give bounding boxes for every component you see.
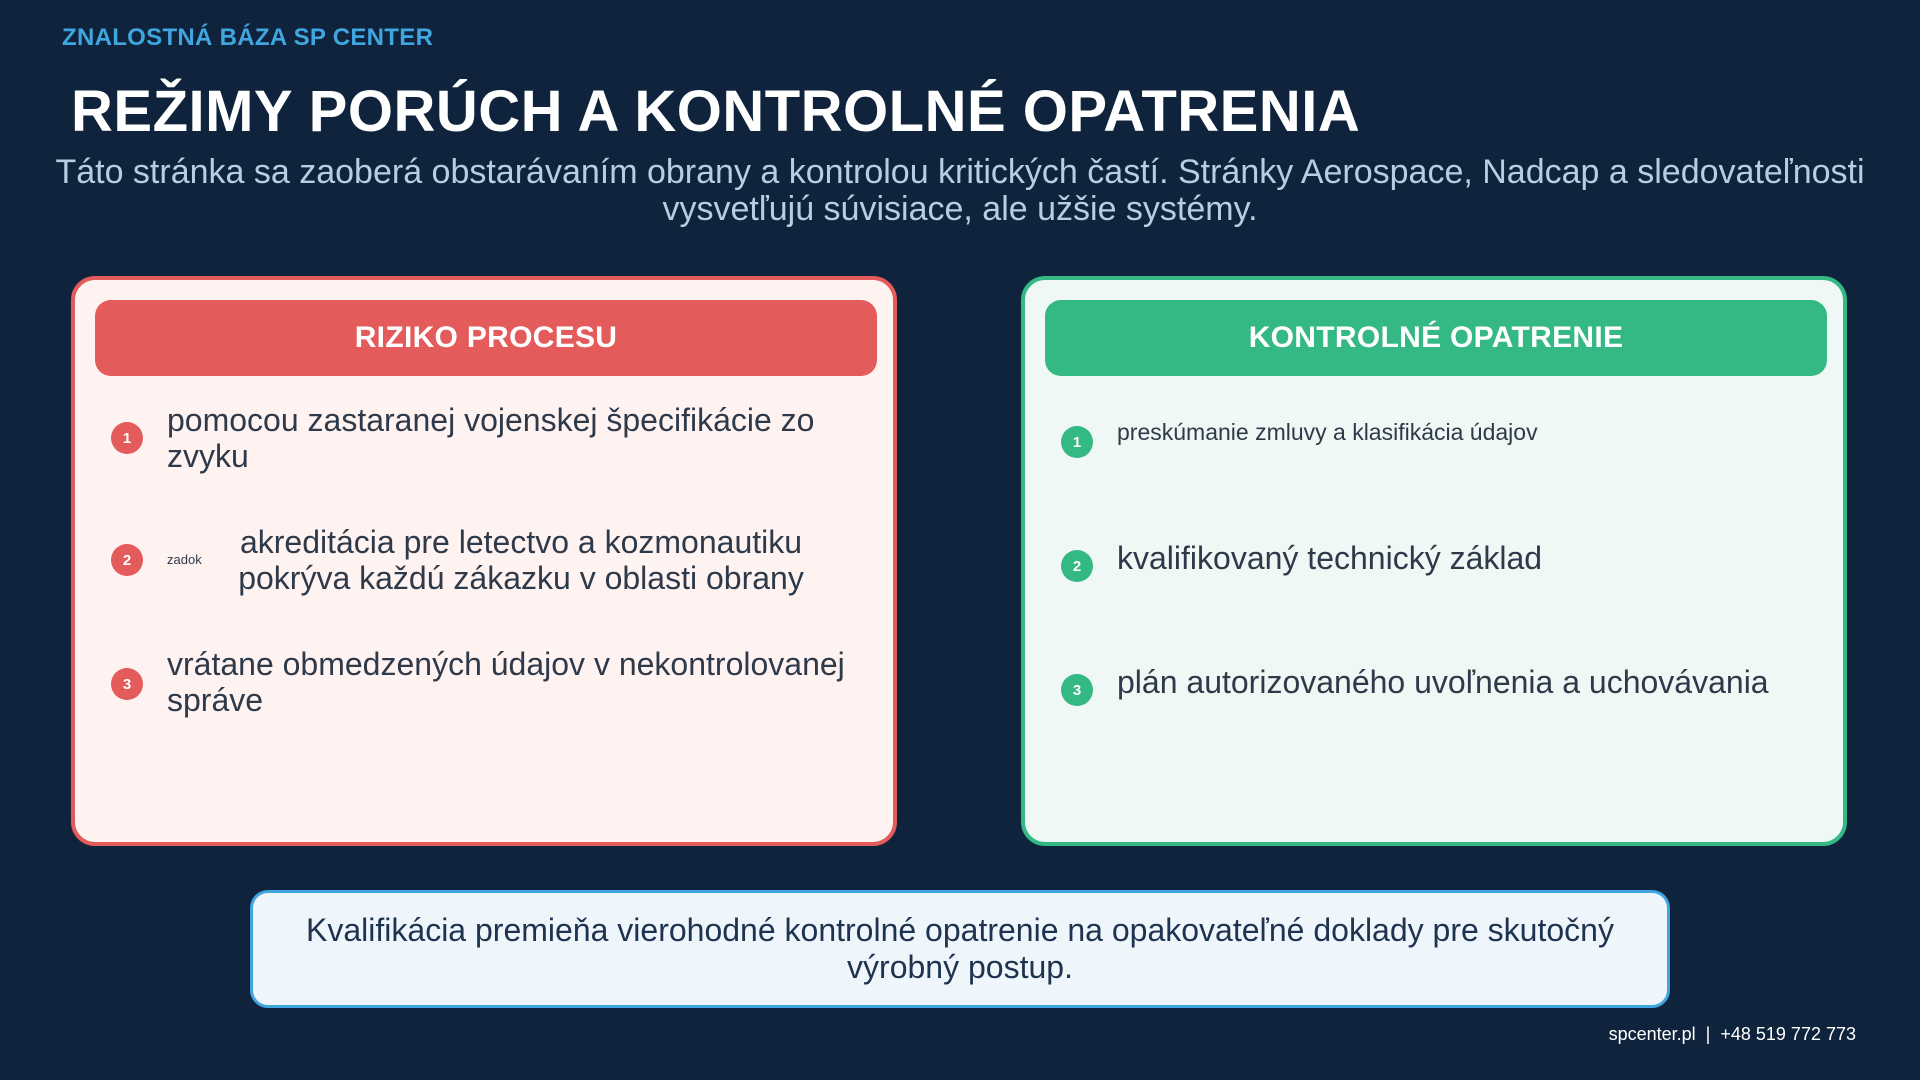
risk-item-3-badge: 3	[111, 668, 143, 700]
page-subtitle: Táto stránka sa zaoberá obstarávaním obrany a kontrolou kritických častí. Stránky Aerospace, Nadcap a sledovateľnosti vysvetľujú súvisiace, ale užšie systémy.	[55, 153, 1865, 228]
risk-item-3-text: vrátane obmedzených údajov v nekontrolovanej správe	[167, 646, 845, 718]
control-item-3	[1061, 664, 1821, 714]
control-item-3-badge: 3	[1061, 674, 1093, 706]
risk-item-3	[111, 644, 871, 724]
risk-item-2	[111, 520, 871, 600]
risk-card-header: RIZIKO PROCESU	[95, 300, 877, 376]
risk-item-1	[111, 398, 871, 478]
conclusion-box	[250, 890, 1670, 1008]
risk-item-1-badge: 1	[111, 422, 143, 454]
control-item-3-text: plán autorizovaného uvoľnenia a uchovávania	[1117, 664, 1769, 700]
risk-item-2-text: akreditácia pre letectvo a kozmonautiku pokrýva každú zákazku v oblasti obrany	[238, 524, 804, 596]
page-title: REŽIMY PORÚCH A KONTROLNÉ OPATRENIA	[71, 79, 1361, 144]
control-item-1	[1061, 416, 1821, 466]
control-card	[1021, 276, 1847, 846]
brand-label: ZNALOSTNÁ BÁZA SP CENTER	[62, 24, 434, 51]
footer-contact: spcenter.pl | +48 519 772 773	[1608, 1024, 1856, 1044]
control-card-header: KONTROLNÉ OPATRENIE	[1045, 300, 1827, 376]
control-item-2-badge: 2	[1061, 550, 1093, 582]
risk-card	[71, 276, 897, 846]
conclusion-text: Kvalifikácia premieňa vierohodné kontrolné opatrenie na opakovateľné doklady pre skutočný výrobný postup.	[306, 912, 1614, 985]
risk-item-2-badge: 2	[111, 544, 143, 576]
control-item-2	[1061, 540, 1821, 590]
control-item-1-text: preskúmanie zmluvy a klasifikácia údajov	[1117, 419, 1538, 445]
risk-item-1-text: pomocou zastaranej vojenskej špecifikácie zo zvyku	[167, 402, 815, 474]
control-item-1-badge: 1	[1061, 426, 1093, 458]
control-item-2-text: kvalifikovaný technický základ	[1117, 540, 1543, 576]
risk-item-2-note: zadok	[167, 552, 202, 567]
